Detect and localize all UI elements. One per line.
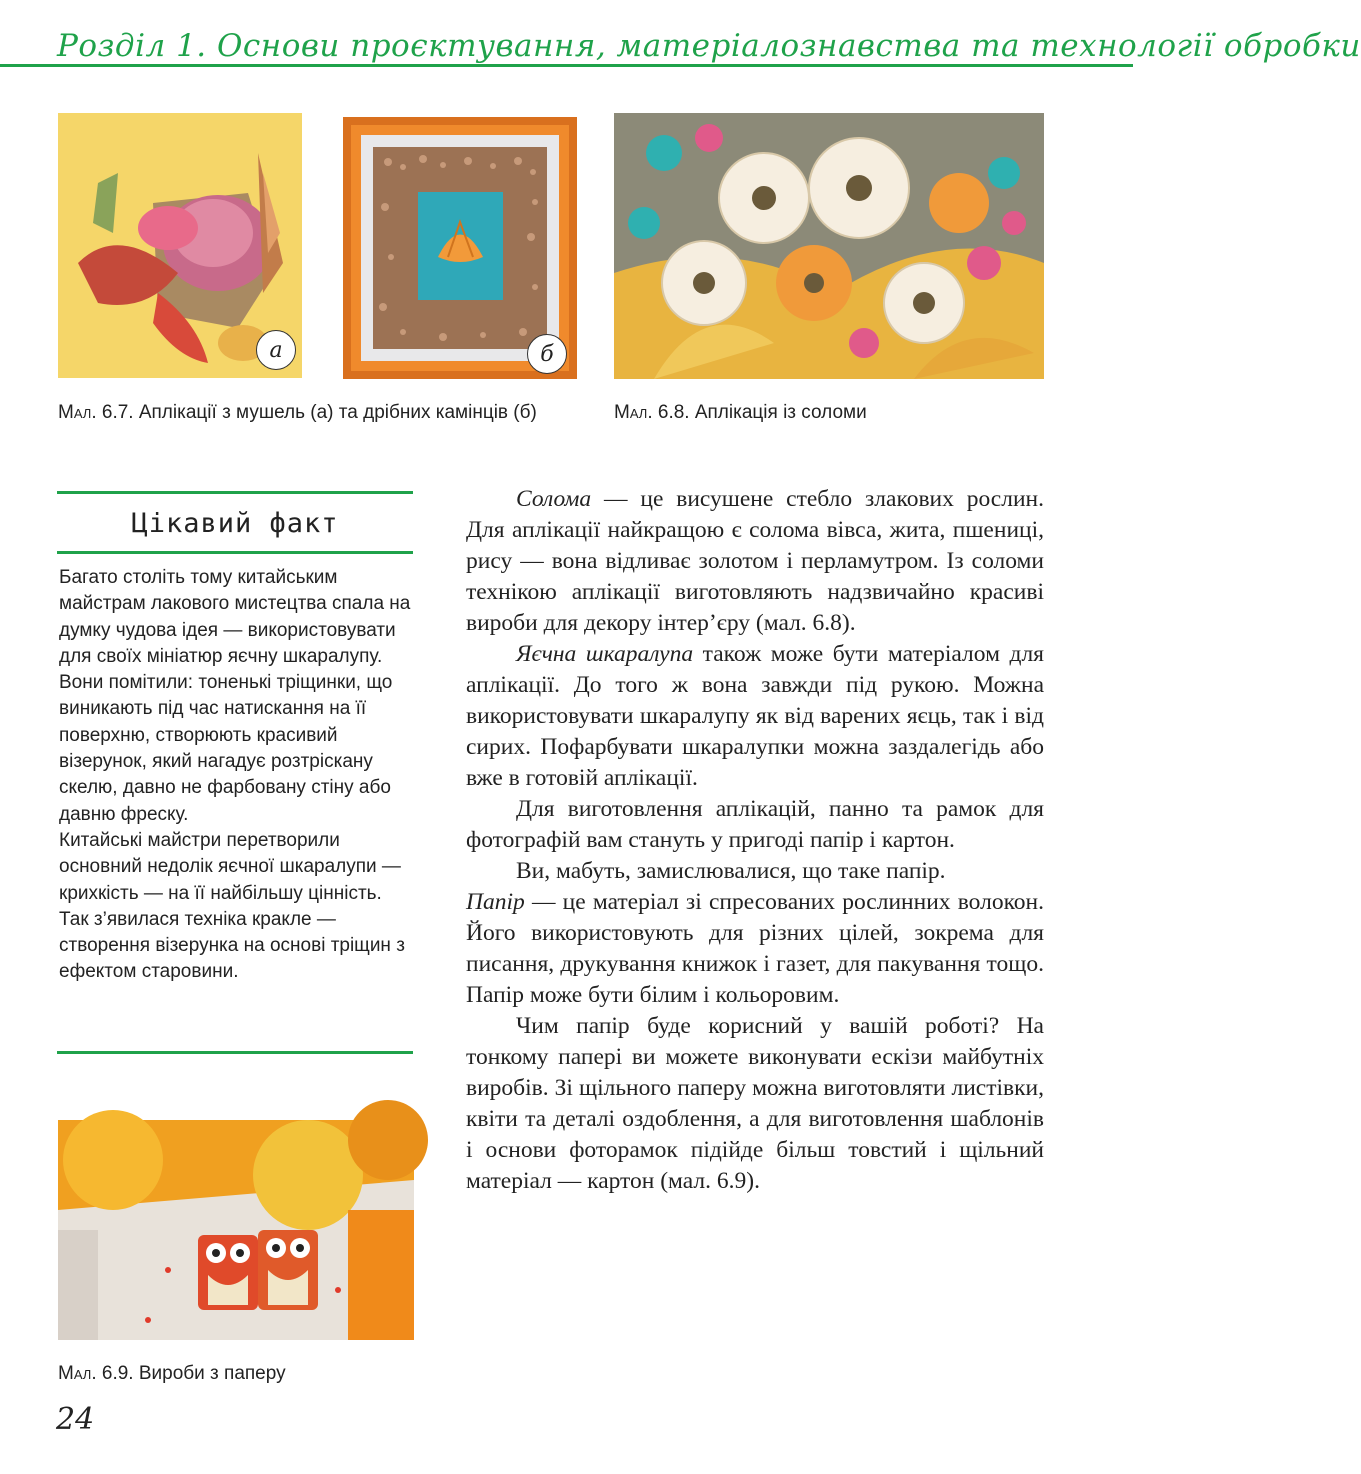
caption-text: 6.8. Аплікація із соломи (652, 402, 867, 423)
fact-bottom-rule (57, 1051, 413, 1054)
caption-text: 6.9. Вироби з паперу (96, 1363, 286, 1384)
figure-label-b: б (527, 334, 567, 374)
paragraph-paper-cardboard: Для виготовлення аплікацій, панно та рамок для фотографій вам стануть у пригоді папір і картон. (466, 796, 1044, 853)
main-body-text (466, 484, 1044, 1197)
fact-paragraph: Китайські майстри перетворили основний недолік яєчної шкаралупи — крихкість — на її найбільшу цінність. Так з’явилася техніка кракле — створення візерунка на основі тріщин з ефектом старовини. (59, 829, 405, 983)
figure-6-9-caption (58, 1363, 286, 1385)
paragraph-straw (466, 484, 1044, 639)
term-eggshell: Яєчна шкаралупа (516, 641, 694, 667)
caption-prefix: Мал. (58, 402, 97, 423)
term-paper: Папір (466, 889, 525, 915)
caption-prefix: Мал. (614, 402, 653, 423)
paragraph-question: Ви, мабуть, замислювалися, що таке папір. (516, 858, 946, 884)
fact-top-rule (57, 491, 413, 494)
straw-applique-image (614, 113, 1044, 379)
paragraph-eggshell (466, 639, 1044, 794)
paragraph-text: — це висушене стебло злакових рослин. Для аплікації найкращою є солома вівса, жита, пшениці, рису — вона відливає золотом і перламутром. Із соломи технікою аплікації виготовляють надзвичайно красиві вироби для декору інтер’єру (мал. 6.8). (466, 486, 1044, 636)
caption-prefix: Мал. (58, 1363, 97, 1384)
paragraph-paper-definition (466, 887, 1044, 1011)
section-header-title: Розділ 1. Основи проєктування, матеріалознавства та технології обробки (57, 28, 1361, 64)
fact-title-rule (57, 551, 413, 554)
header-rule (0, 64, 1133, 67)
paper-crafts-image (58, 1120, 414, 1340)
fact-paragraph: Багато століть тому китайським майстрам лакового мистецтва спала на думку чудова ідея — використовувати для своїх мініатюр яєчну шкаралупу. Вони помітили: тоненькі тріщинки, що виникають під час натискання на її поверхню, створюють красивий візерунок, який нагадує розтріскану скелю, давно не фарбовану стіну або давню фреску. (59, 567, 411, 825)
figure-6-8-caption (614, 402, 867, 424)
paragraph-text: — це матеріал зі спресованих рослинних волокон. Його використовують для різних цілей, зокрема для писання, друкування книжок і газет, для пакування тощо. Папір може бути білим і кольоровим. (466, 889, 1044, 1008)
paragraph-text: також може бути матеріалом для аплікації. До того ж вона завжди під рукою. Можна використовувати шкаралупу як від варених яєць, так і від сирих. Пофарбувати шкаралупки можна заздалегідь або вже в готовій аплікації. (466, 641, 1044, 791)
fact-box-title: Цікавий факт (131, 508, 339, 539)
page-number: 24 (56, 1402, 95, 1437)
fact-box-text (59, 565, 414, 986)
paragraph-paper-usage: Чим папір буде корисний у вашій роботі? На тонкому папері ви можете виконувати ескізи майбутніх виробів. Зі щільного паперу можна виготовляти листівки, квіти та деталі оздоблення, а для виготовлення шаблонів і основи фоторамок підійде більш товстий і щільний матеріал — картон (мал. 6.9). (466, 1013, 1044, 1194)
caption-text: 6.7. Аплікації з мушель (а) та дрібних камінців (б) (96, 402, 537, 423)
figure-6-7-caption (58, 402, 537, 424)
term-straw: Солома (516, 486, 592, 512)
figure-label-a: а (256, 330, 296, 370)
